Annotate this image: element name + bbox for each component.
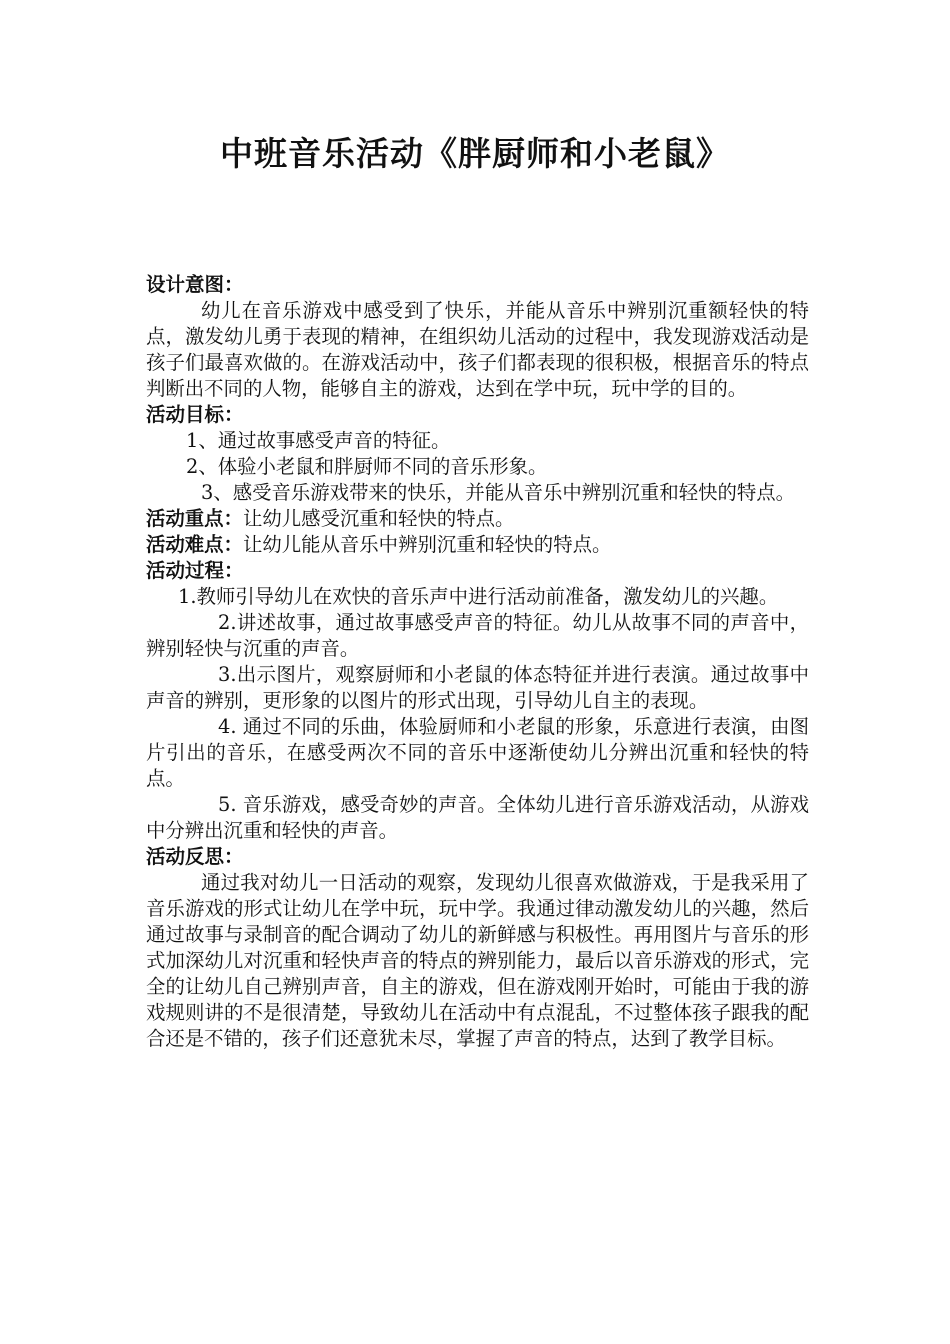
document-body	[146, 272, 809, 1052]
document-title: 中班音乐活动《胖厨师和小老鼠》	[220, 134, 730, 173]
design-intent-heading: 设计意图：	[146, 273, 244, 296]
process-step-3: 3.出示图片，观察厨师和小老鼠的体态特征并进行表演。通过故事中声音的辨别，更形象的以图片的形式出现，引导幼儿自主的表现。	[146, 663, 809, 712]
process-step-4: 4. 通过不同的乐曲，体验厨师和小老鼠的形象，乐意进行表演，由图片引出的音乐，在感受两次不同的音乐中逐渐使幼儿分辨出沉重和轻快的特点。	[146, 715, 809, 790]
goal-item-3: 3、感受音乐游戏带来的快乐，并能从音乐中辨别沉重和轻快的特点。	[201, 481, 796, 504]
key-point-line	[146, 506, 809, 532]
difficulty-text: 让幼儿能从音乐中辨别沉重和轻快的特点。	[242, 533, 612, 556]
goals-heading: 活动目标：	[146, 403, 244, 426]
difficulty-label: 活动难点：	[146, 533, 243, 556]
goal-item-1: 1、通过故事感受声音的特征。	[186, 429, 451, 452]
process-step-2: 2.讲述故事，通过故事感受声音的特征。幼儿从故事不同的声音中，辨别轻快与沉重的声音。	[146, 611, 809, 660]
reflection-text: 通过我对幼儿一日活动的观察，发现幼儿很喜欢做游戏，于是我采用了音乐游戏的形式让幼儿在学中玩，玩中学。我通过律动激发幼儿的兴趣，然后通过故事与录制音的配合调动了幼儿的新鲜感与积极性。再用图片与音乐的形式加深幼儿对沉重和轻快声音的特点的辨别能力，最后以音乐游戏的形式，完全的让幼儿自己辨别声音，自主的游戏，但在游戏刚开始时，可能由于我的游戏规则讲的不是很清楚，导致幼儿在活动中有点混乱，不过整体孩子跟我的配合还是不错的，孩子们还意犹未尽，掌握了声音的特点，达到了教学目标。	[146, 871, 809, 1050]
process-step-5: 5. 音乐游戏，感受奇妙的声音。全体幼儿进行音乐游戏活动，从游戏中分辨出沉重和轻快的声音。	[146, 793, 809, 842]
goal-item-2: 2、体验小老鼠和胖厨师不同的音乐形象。	[186, 455, 548, 478]
difficulty-line	[146, 532, 809, 558]
reflection-heading: 活动反思：	[146, 845, 244, 868]
key-point-label: 活动重点：	[146, 507, 243, 530]
process-heading: 活动过程：	[146, 559, 244, 582]
process-step-1: 1.教师引导幼儿在欢快的音乐声中进行活动前准备，激发幼儿的兴趣。	[178, 585, 779, 608]
design-intent-text: 幼儿在音乐游戏中感受到了快乐，并能从音乐中辨别沉重额轻快的特点，激发幼儿勇于表现的精神，在组织幼儿活动的过程中，我发现游戏活动是孩子们最喜欢做的。在游戏活动中，孩子们都表现的很积极，根据音乐的特点判断出不同的人物，能够自主的游戏，达到在学中玩，玩中学的目的。	[146, 299, 809, 400]
key-point-text: 让幼儿感受沉重和轻快的特点。	[242, 507, 515, 530]
